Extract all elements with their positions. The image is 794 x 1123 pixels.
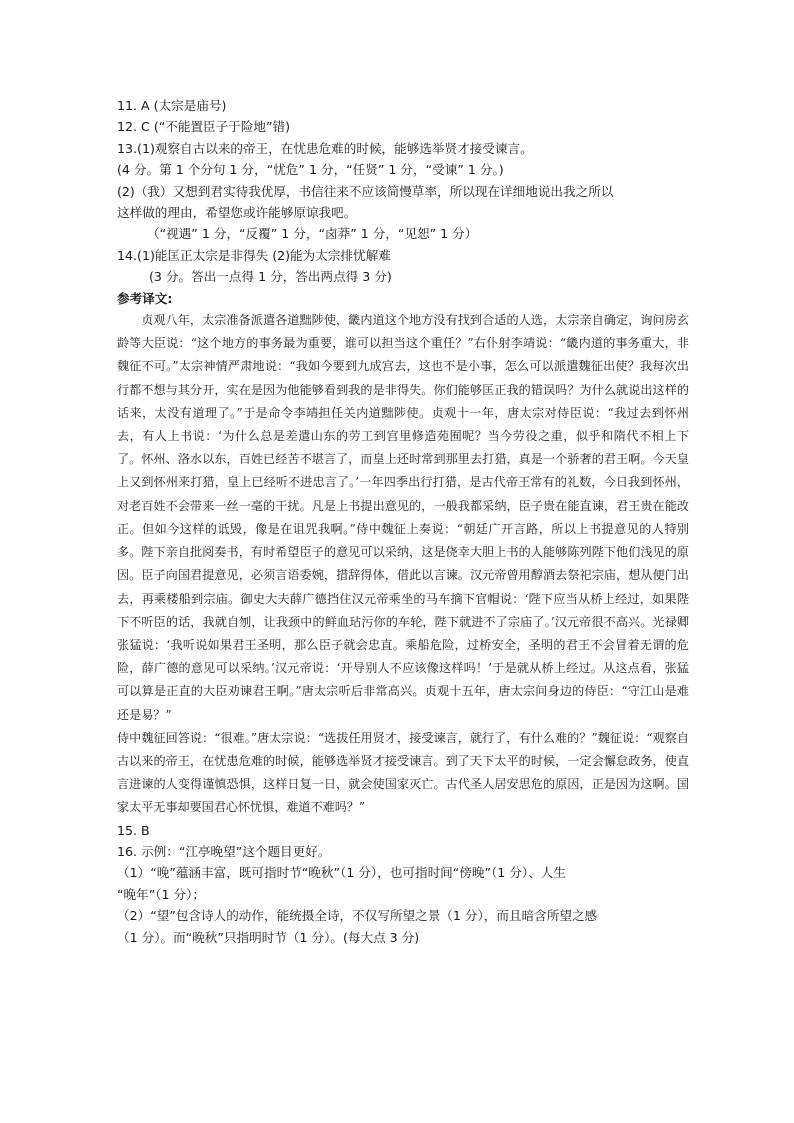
- answer-13-part2-line1: (2)（我）又想到君实待我优厚，书信往来不应该简慢草率，所以现在详细地说出我之所以: [117, 183, 614, 199]
- answer-13-part2-score: （“视遇” 1 分，“反覆” 1 分，“卤莽” 1 分，“见恕” 1 分）: [147, 226, 478, 242]
- translation-paragraph-1: 贞观八年，太宗准备派遣各道黜陟使，畿内道这个地方没有找到合适的人选，太宗亲自确定，询问房玄龄等大臣说：“这个地方的事务最为重要，谁可以担当这个重任？”右仆射李靖说：“畿内道的事务重大，非魏征不可。”太宗神情严肃地说：“我如今要到九成宫去，这也不是小事，怎么可以派遣魏征出使？我每次出行都不想与其分开，实在是因为他能够看到我的是非得失。你们能够匡正我的错误吗？为什么就说出这样的话来，太没有道理了。”于是命令李靖担任关内道黜陟使。贞观十一年，唐太宗对侍臣说：“我过去到怀州去，有人上书说：‘为什么总是差遣山东的劳工到宫里修造苑囿呢？当今劳役之重，似乎和隋代不相上下了。怀州、洛水以东，百姓已经苦不堪言了，而皇上还时常到那里去打猎，真是一个骄奢的君王啊。今天皇上又到怀州来打猎，皇上已经听不进忠言了。’一年四季出行打猎，是古代帝王常有的礼数，今日我到怀州，对老百姓不会带来一丝一毫的干扰。凡是上书提出意见的，一般我都采纳，臣子贵在能直谏，君王贵在能改正。但如今这样的诋毁，像是在诅咒我啊。”侍中魏征上奏说：“朝廷广开言路，所以上书提意见的人特别多。陛下亲自批阅奏书，有时希望臣子的意见可以采纳，这是侥幸大胆上书的人能够陈列陛下他们浅见的原因。臣子向国君提意见，必须言语委婉，措辞得体，借此以言谏。汉元帝曾用醇酒去祭祀宗庙，想从便门出去，再乘楼船到宗庙。御史大夫薛广德挡住汉元帝乘坐的马车摘下官帽说：‘陛下应当从桥上经过，如果陛下不听臣的话，我就自刎，让我颈中的鲜血玷污你的车轮，陛下就进不了宗庙了。’汉元帝很不高兴。光禄卿张猛说：‘我听说如果君王圣明，那么臣子就会忠直。乘船危险，过桥安全，圣明的君王不会冒着无谓的危险，薛广德的意见可以采纳。’汉元帝说：‘开导别人不应该像这样吗！’于是就从桥上经过。从这点看，张猛可以算是正直的大臣劝谏君王啊。”唐太宗听后非常高兴。贞观十五年，唐太宗问身边的侍臣：“守江山是难还是易？”: [117, 313, 689, 722]
- answer-14: 14.(1)能匡正太宗是非得失 (2)能为太宗排忧解难: [117, 247, 391, 263]
- answer-16-point2-line1: （2）“望”包含诗人的动作，能统摄全诗，不仅写所望之景（1 分），而且暗含所望之感: [117, 908, 598, 924]
- answer-13-part2-line2: 这样做的理由，希望您或许能够原谅我吧。: [117, 205, 357, 221]
- answer-16: 16. 示例：“江亭晚望”这个题目更好。: [117, 843, 331, 859]
- answer-16-point1-line2: “晚年”（1 分）；: [117, 886, 206, 902]
- answer-16-point1-line1: （1）“晚”蕴涵丰富，既可指时节“晚秋”（1 分），也可指时间“傍晚”（1 分）、人生: [117, 865, 566, 881]
- answer-14-score: (3 分。答出一点得 1 分，答出两点得 3 分): [149, 269, 392, 285]
- answer-13-part1: 13.(1)观察自古以来的帝王，在忧患危难的时候，能够选举贤才接受谏言。: [117, 140, 533, 156]
- answer-16-point2-line2: （1 分）。而“晚秋”只指明时节（1 分）。(每大点 3 分): [117, 929, 420, 945]
- answer-15: 15. B: [117, 822, 150, 838]
- reference-translation-title: 参考译文:: [117, 290, 173, 306]
- answer-13-part1-score: (4 分。第 1 个分句 1 分，“忧危” 1 分，“任贤” 1 分，“受谏” 1 分。): [117, 162, 504, 178]
- answer-11: 11. A (太宗是庙号): [117, 98, 227, 113]
- translation-paragraph-2: 侍中魏征回答说：“很难。”唐太宗说：“选拔任用贤才，接受谏言，就行了，有什么难的？”魏征说：“观察自古以来的帝王，在忧患危难的时候，能够选举贤才接受谏言。到了天下太平的时候，一定会懈怠政务，使直言进谏的人变得谨慎恐惧，这样日复一日，就会使国家灭亡。古代圣人居安思危的原因，正是因为这啊。国家太平无事却要国君心怀忧惧，难道不难吗？”: [117, 730, 689, 815]
- answer-key: [117, 95, 689, 948]
- answer-12: 12. C (“不能置臣子于险地”错): [117, 119, 291, 135]
